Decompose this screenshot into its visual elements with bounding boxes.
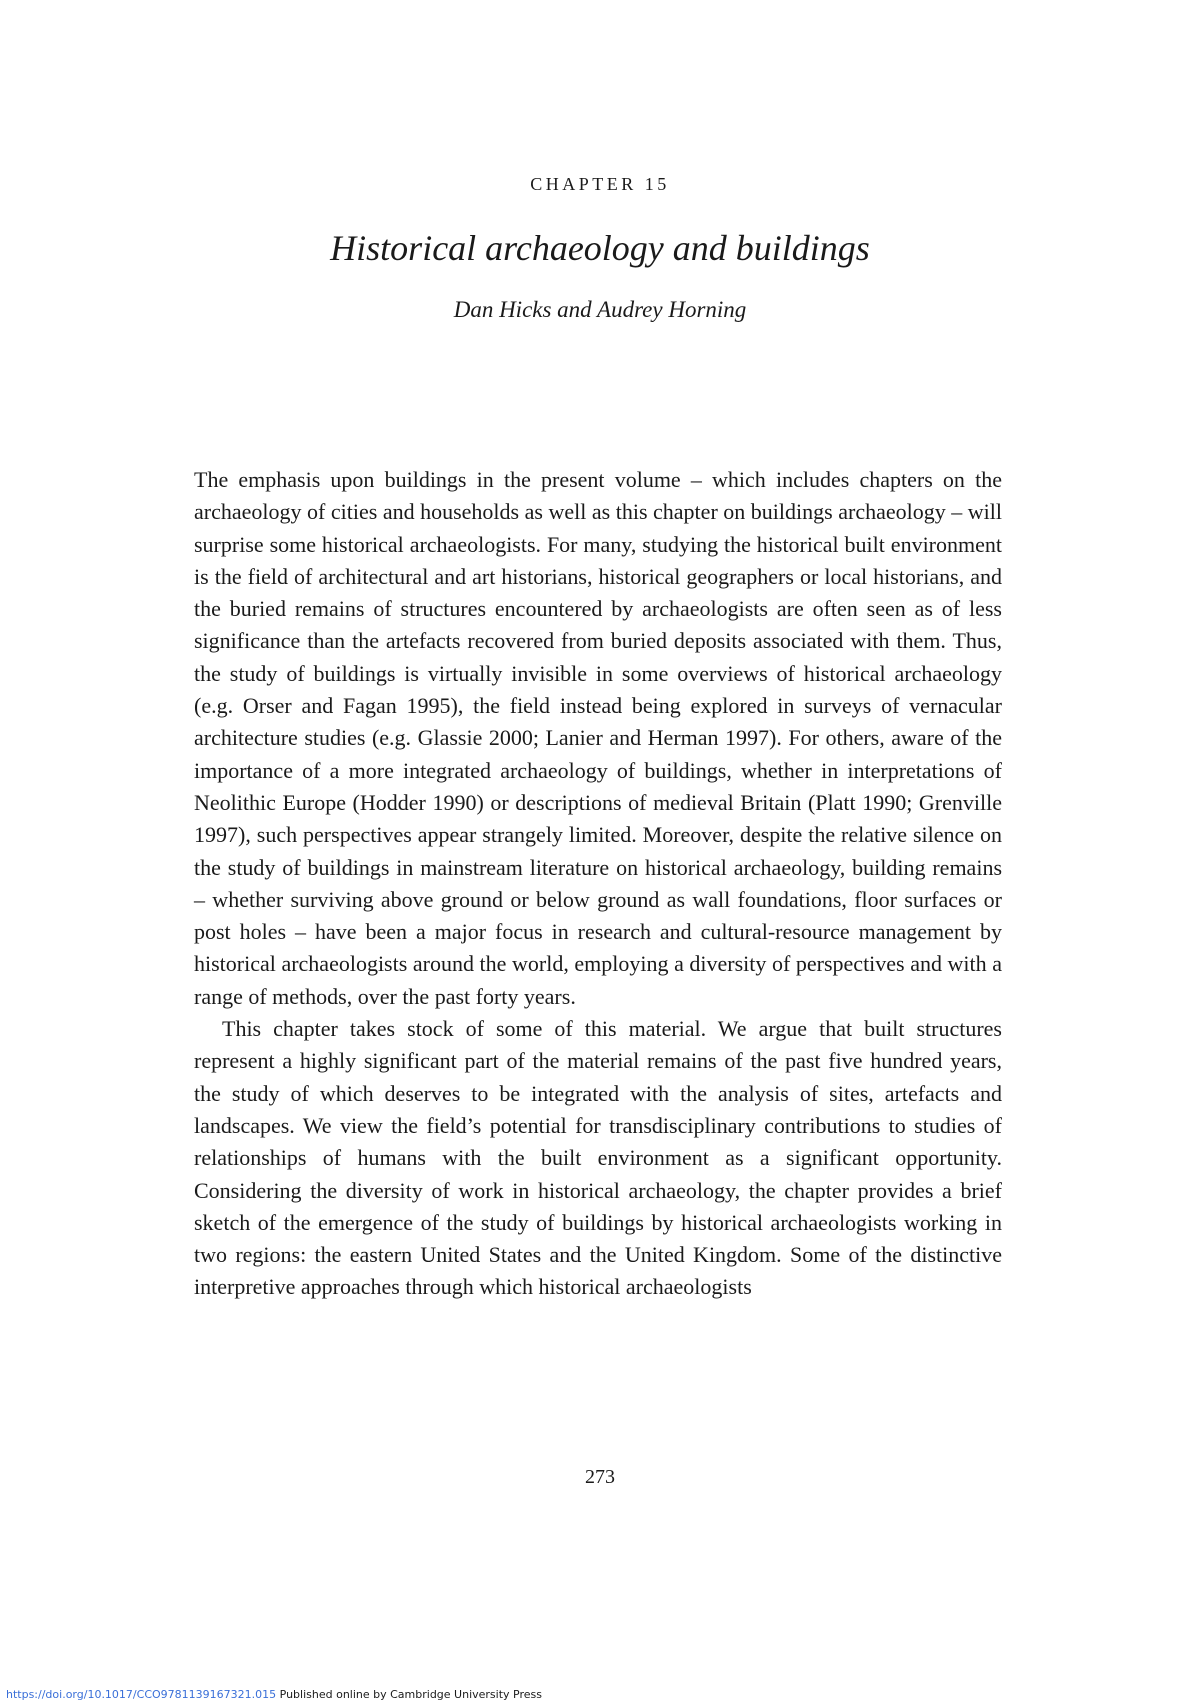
- footer: [6, 1688, 542, 1701]
- body-text: [194, 464, 1002, 1304]
- body-paragraph-1: The emphasis upon buildings in the present volume – which includes chapters on the archaeology of cities and households as well as this chapter on buildings archaeology – will surprise some historical archaeologists. For many, studying the historical built environment is the field of architectural and art historians, historical geographers or local historians, and the buried remains of structures encountered by archaeologists are often seen as of less significance than the artefacts recovered from buried deposits associated with them. Thus, the study of buildings is virtually invisible in some overviews of historical archaeology (e.g. Orser and Fagan 1995), the field instead being explored in surveys of vernacular architecture studies (e.g. Glassie 2000; Lanier and Herman 1997). For others, aware of the importance of a more integrated archaeology of buildings, whether in interpretations of Neolithic Europe (Hodder 1990) or descriptions of medieval Britain (Platt 1990; Grenville 1997), such perspectives appear strangely limited. Moreover, despite the relative silence on the study of buildings in mainstream literature on historical archaeology, building remains – whether surviving above ground or below ground as wall foundations, floor surfaces or post holes – have been a major focus in research and cultural-resource management by historical archaeologists around the world, employing a diversity of perspectives and with a range of methods, over the past forty years.: [194, 467, 1002, 1009]
- chapter-label: CHAPTER 15: [530, 174, 670, 194]
- publisher-credit: Published online by Cambridge University Press: [276, 1688, 542, 1701]
- page-number: 273: [585, 1466, 615, 1488]
- chapter-title: Historical archaeology and buildings: [330, 228, 870, 268]
- body-paragraph-2: This chapter takes stock of some of this material. We argue that built structures represent a highly significant part of the material remains of the past five hundred years, the study of which deserves to be integrated with the analysis of sites, artefacts and landscapes. We view the field’s potential for transdisciplinary contributions to studies of relationships of humans with the built environment as a significant opportunity. Considering the diversity of work in historical archaeology, the chapter provides a brief sketch of the emergence of the study of buildings by historical archaeologists working in two regions: the eastern United States and the United Kingdom. Some of the distinctive interpretive approaches through which historical archaeologists: [194, 1016, 1002, 1300]
- doi-link[interactable]: https://doi.org/10.1017/CCO9781139167321.015: [6, 1688, 277, 1701]
- chapter-authors: Dan Hicks and Audrey Horning: [453, 297, 747, 322]
